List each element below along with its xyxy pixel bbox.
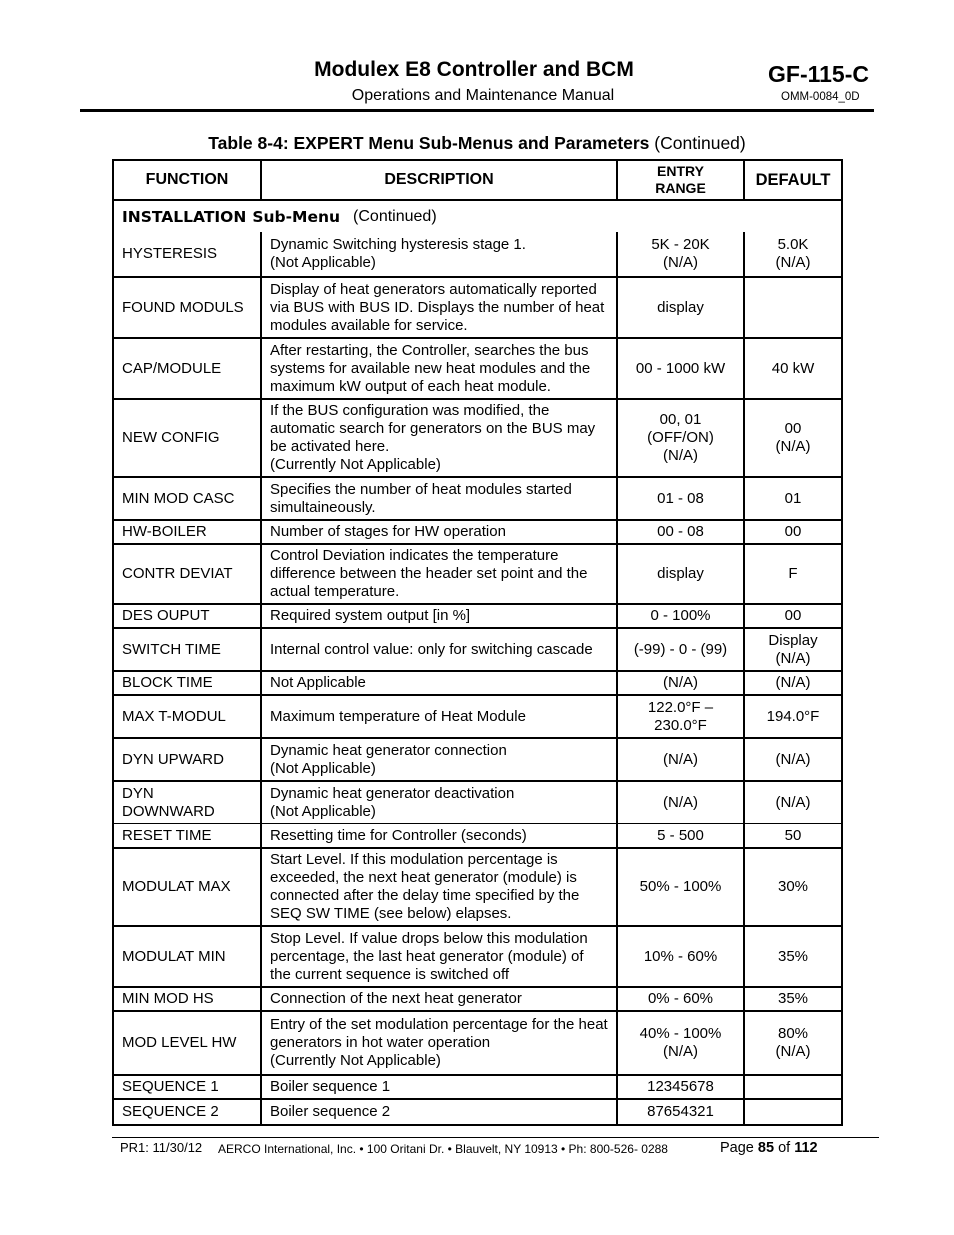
table-row <box>114 737 841 780</box>
description-cell: Dynamic heat generator deactivation (Not Applicable) <box>262 782 618 823</box>
default-cell: 30% <box>777 878 809 895</box>
default-cell <box>745 1076 841 1098</box>
document-subtitle: Operations and Maintenance Manual <box>351 87 615 104</box>
function-cell: BLOCK TIME <box>114 672 262 694</box>
description-cell: Internal control value: only for switching cascade <box>262 629 618 670</box>
page-of: of <box>778 1140 791 1156</box>
function-cell: SEQUENCE 2 <box>114 1100 262 1124</box>
table-row <box>114 823 841 847</box>
description-cell: Start Level. If this modulation percentage is exceeded, the next heat generator (module) is connected after the delay time specified by the SEQ SW TIME (see below) elapses. <box>262 849 618 925</box>
entry-range-cell: 50% - 100% <box>618 849 745 925</box>
table-row <box>114 847 841 925</box>
default-cell: 01 <box>784 489 802 507</box>
default-cell: (N/A) <box>775 674 811 691</box>
table-row <box>114 670 841 694</box>
description-cell: Boiler sequence 1 <box>262 1076 618 1098</box>
function-cell: FOUND MODULS <box>114 278 262 337</box>
entry-range-cell: 40% - 100% (N/A) <box>618 1012 745 1074</box>
description-cell: Number of stages for HW operation <box>262 521 618 543</box>
table-row <box>114 627 841 670</box>
entry-range-cell: (N/A) <box>618 782 745 823</box>
header-divider <box>80 109 874 112</box>
section-heading <box>114 201 437 232</box>
parameters-table <box>112 159 843 1126</box>
table-row <box>114 603 841 627</box>
function-cell: SWITCH TIME <box>114 629 262 670</box>
function-cell: MODULAT MAX <box>114 849 262 925</box>
section-row <box>114 199 841 232</box>
description-cell: Not Applicable <box>262 672 618 694</box>
function-cell: MOD LEVEL HW <box>114 1012 262 1074</box>
entry-range-cell: (N/A) <box>618 739 745 780</box>
table-row <box>114 337 841 398</box>
default-cell: 00 <box>784 607 802 624</box>
function-cell: HYSTERESIS <box>114 232 262 276</box>
description-cell: If the BUS configuration was modified, the automatic search for generators on the BUS may be activated here. (Currently Not Applicable) <box>262 400 618 476</box>
entry-range-cell: 122.0°F – 230.0°F <box>618 696 745 737</box>
description-cell: Stop Level. If value drops below this modulation percentage, the last heat generator (module) of the current sequence is switched off <box>262 927 618 986</box>
entry-range-cell: 00 - 1000 kW <box>618 339 745 398</box>
entry-range-cell: 00, 01 (OFF/ON) (N/A) <box>618 400 745 476</box>
description-cell: Required system output [in %] <box>262 605 618 627</box>
header-function: FUNCTION <box>114 161 262 199</box>
table-row <box>114 232 841 276</box>
header-default: DEFAULT <box>755 171 831 189</box>
description-cell: Display of heat generators automatically reported via BUS with BUS ID. Displays the number of heat modules available for service. <box>262 278 618 337</box>
table-row <box>114 1010 841 1074</box>
entry-range-cell: 5 - 500 <box>618 824 745 847</box>
function-cell: DYN DOWNWARD <box>114 782 262 823</box>
function-cell: DES OUPUT <box>114 605 262 627</box>
footer-address: AERCO International, Inc. • 100 Oritani Dr. • Blauvelt, NY 10913 • Ph: 800-526- 0288 <box>218 1142 668 1156</box>
table-row <box>114 543 841 603</box>
default-cell: 194.0°F <box>766 707 820 725</box>
function-cell: MODULAT MIN <box>114 927 262 986</box>
entry-range-cell: 01 - 08 <box>618 478 745 519</box>
description-cell: Boiler sequence 2 <box>262 1100 618 1124</box>
document-code: GF-115-C <box>768 61 869 87</box>
function-cell: DYN UPWARD <box>114 739 262 780</box>
table-title <box>0 133 954 154</box>
default-cell: 50 <box>784 826 802 844</box>
document-title: Modulex E8 Controller and BCM <box>314 58 634 81</box>
entry-range-cell: display <box>618 278 745 337</box>
default-cell: 80% (N/A) <box>775 1025 811 1060</box>
footer-page-number <box>720 1140 818 1156</box>
description-cell: Maximum temperature of Heat Module <box>262 696 618 737</box>
section-submenu: Sub-Menu <box>252 207 341 226</box>
description-cell: Resetting time for Controller (seconds) <box>262 824 618 847</box>
description-cell: Control Deviation indicates the temperature difference between the header set point and the actual temperature. <box>262 545 618 603</box>
entry-range-cell: 10% - 60% <box>618 927 745 986</box>
description-cell: Connection of the next heat generator <box>262 988 618 1010</box>
table-title-main: Table 8-4: EXPERT Menu Sub-Menus and Parameters <box>208 133 650 153</box>
default-cell: Display (N/A) <box>768 631 818 667</box>
default-cell: (N/A) <box>775 793 811 811</box>
default-cell: 00 (N/A) <box>775 420 811 455</box>
page-total: 112 <box>794 1140 818 1156</box>
table-header-row <box>114 161 841 199</box>
function-cell: CONTR DEVIAT <box>114 545 262 603</box>
default-cell: 35% <box>777 990 809 1007</box>
description-cell: Dynamic heat generator connection (Not Applicable) <box>262 739 618 780</box>
footer-divider <box>112 1137 879 1138</box>
default-cell: 40 kW <box>771 359 815 377</box>
description-cell: Dynamic Switching hysteresis stage 1. (Not Applicable) <box>262 232 618 276</box>
table-row <box>114 925 841 986</box>
table-row <box>114 519 841 543</box>
entry-range-cell: (N/A) <box>618 672 745 694</box>
table-row <box>114 694 841 737</box>
page-current: 85 <box>757 1140 775 1156</box>
default-cell <box>745 278 841 337</box>
entry-range-cell: 00 - 08 <box>618 521 745 543</box>
table-row <box>114 276 841 337</box>
header-description: DESCRIPTION <box>262 161 618 199</box>
function-cell: RESET TIME <box>114 824 262 847</box>
table-row <box>114 986 841 1010</box>
description-cell: Specifies the number of heat modules started simultaineously. <box>262 478 618 519</box>
default-cell: (N/A) <box>775 750 811 768</box>
function-cell: MIN MOD CASC <box>114 478 262 519</box>
table-row <box>114 1098 841 1124</box>
footer-revision: PR1: 11/30/12 <box>120 1140 203 1155</box>
table-row <box>114 780 841 823</box>
table-row <box>114 398 841 476</box>
table-title-suffix: (Continued) <box>654 133 746 153</box>
default-cell: F <box>788 565 798 582</box>
entry-range-cell: display <box>618 545 745 603</box>
default-cell: 35% <box>777 947 809 965</box>
function-cell: NEW CONFIG <box>114 400 262 476</box>
section-name: INSTALLATION <box>122 207 247 226</box>
document-number: OMM-0084_0D <box>781 91 860 103</box>
section-suffix: (Continued) <box>353 207 437 225</box>
default-cell <box>745 1100 841 1124</box>
entry-range-cell: 0% - 60% <box>618 988 745 1010</box>
table-row <box>114 1074 841 1098</box>
default-cell: 5.0K (N/A) <box>775 236 811 271</box>
table-row <box>114 476 841 519</box>
entry-range-cell: (-99) - 0 - (99) <box>618 629 745 670</box>
default-cell: 00 <box>784 523 802 540</box>
page-prefix: Page <box>720 1140 754 1156</box>
function-cell: SEQUENCE 1 <box>114 1076 262 1098</box>
function-cell: CAP/MODULE <box>114 339 262 398</box>
description-cell: Entry of the set modulation percentage for the heat generators in hot water operation (Currently Not Applicable) <box>262 1012 618 1074</box>
description-cell: After restarting, the Controller, searches the bus systems for available new heat modules and the maximum kW output of each heat module. <box>262 339 618 398</box>
function-cell: MAX T-MODUL <box>114 696 262 737</box>
entry-range-cell: 5K - 20K (N/A) <box>618 232 745 276</box>
entry-range-cell: 0 - 100% <box>618 605 745 627</box>
entry-range-cell: 87654321 <box>618 1100 745 1124</box>
header-entry-range: ENTRY RANGE <box>618 161 745 199</box>
entry-range-cell: 12345678 <box>618 1076 745 1098</box>
function-cell: HW-BOILER <box>114 521 262 543</box>
function-cell: MIN MOD HS <box>114 988 262 1010</box>
